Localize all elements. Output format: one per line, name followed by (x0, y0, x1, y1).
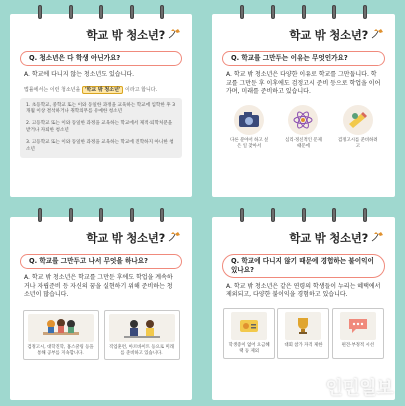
ring (302, 5, 306, 19)
ring (332, 208, 336, 222)
activity-tiles (20, 310, 182, 360)
question-pill: Q. 학교를 그만두고 나서 무엇을 하나요? (20, 254, 182, 269)
spiral-rings (38, 208, 164, 222)
publisher-watermark: 인민일보 (325, 378, 393, 399)
picture-caption: 심리·정신적인 문제 때문에 (285, 137, 322, 149)
spiral-rings (240, 208, 367, 222)
card-title-row (20, 229, 182, 247)
note-prefix: 법률에서는 이런 청소년을 (24, 86, 81, 93)
reason-pictures (222, 105, 385, 149)
question-pill: Q. 청소년은 다 학생 아닌가요? (20, 51, 182, 66)
card-title: 학교 밖 청소년? (289, 231, 368, 245)
sprout-icon (371, 28, 385, 43)
ring (160, 208, 164, 222)
card-title: 학교 밖 청소년? (86, 28, 165, 42)
tile-caption: 편견·부정적 시선 (341, 343, 375, 349)
card-2 (212, 14, 395, 197)
card-4 (212, 217, 395, 400)
list-item: 1. 초등학교, 중학교 또는 이와 동일한 과정을 교육하는 학교에 입학한 후 3개월 이상 결석하거나 취학의무를 유예한 청소년 (26, 102, 176, 114)
answer-text: A. 학교 밖 청소년은 같은 연령의 학생들이 누리는 혜택에서 제외되고, 다양한 불이익을 경험하고 있습니다. (226, 282, 381, 299)
ring (69, 5, 73, 19)
activity-tile (104, 310, 180, 360)
picture-caption: 다른 분야서 하고 싶은 일 찾아서 (230, 137, 269, 149)
disadvantage-tile (277, 308, 329, 358)
trophy-icon (285, 312, 321, 340)
ring (130, 5, 134, 19)
picture-caption: 검정고시를 준비하려고 (338, 137, 378, 149)
spiral-rings (38, 5, 164, 19)
note-suffix: 이라고 합니다. (125, 86, 158, 93)
tile-caption: 학생증이 없어 요금혜택 등 제외 (228, 343, 270, 354)
disadvantage-tiles (222, 308, 385, 358)
card-title-row (222, 26, 385, 44)
ring (332, 5, 336, 19)
card-cell-2 (202, 0, 405, 203)
ring (99, 208, 103, 222)
tile-caption: 검정고시, 대학진학, 홈스쿨링 등을 통해 공부를 지속합니다. (27, 344, 94, 356)
card-cell-1 (0, 0, 202, 203)
definition-list (20, 98, 182, 159)
ring (271, 5, 275, 19)
card-cell-4 (202, 203, 405, 406)
ring (363, 208, 367, 222)
card-3 (10, 217, 192, 400)
card-1 (10, 14, 192, 197)
disadvantage-tile (332, 308, 384, 358)
question-pill: Q. 학교를 그만두는 이유는 무엇인가요? (222, 51, 385, 66)
ring (302, 208, 306, 222)
sprout-icon (168, 231, 182, 246)
ring (240, 208, 244, 222)
list-item: 2. 고등학교 또는 이와 동일한 과정을 교육하는 학교에서 제적·퇴학처분을 받거나 자퇴한 청소년 (26, 121, 173, 133)
card-cell-3 (0, 203, 202, 406)
card-title-row (222, 229, 385, 247)
reason-picture (282, 105, 324, 149)
camera-icon (234, 105, 264, 135)
speech-icon (340, 312, 376, 340)
reason-picture (228, 105, 270, 149)
work-icon (109, 314, 175, 342)
disadvantage-tile (223, 308, 275, 358)
ring (363, 5, 367, 19)
spiral-rings (240, 5, 367, 19)
sprout-icon (168, 28, 182, 43)
card-title: 학교 밖 청소년? (289, 28, 368, 42)
ring (271, 208, 275, 222)
atom-icon (288, 105, 318, 135)
card-title: 학교 밖 청소년? (86, 231, 165, 245)
answer-text: A. 학교 밖 청소년은 다양한 이유로 학교를 그만둡니다. 학교를 그만둔 후 이후에도 검정고시 준비 등으로 학업을 이어가며, 미래를 준비하고 있습니다. (226, 70, 381, 96)
answer-text: A. 학교에 다니지 않는 청소년도 있습니다. (24, 70, 135, 78)
ring (240, 5, 244, 19)
list-item: 3. 고등학교 또는 이와 동일한 과정을 교육하는 학교에 진학하지 아니한 청소년 (26, 140, 174, 152)
ring (130, 208, 134, 222)
legal-note (20, 86, 182, 93)
id-card-icon (231, 312, 267, 340)
ring (160, 5, 164, 19)
question-pill: Q. 학교에 다니지 않기 때문에 경험하는 불이익이 있나요? (222, 254, 385, 278)
tile-caption: 직업훈련, 아르바이트 등으로 미래를 준비하고 있습니다. (109, 344, 174, 356)
note-highlight-tag: '학교 밖 청소년' (82, 86, 124, 94)
school-icon (343, 105, 373, 135)
card-title-row (20, 26, 182, 44)
ring (38, 5, 42, 19)
ring (38, 208, 42, 222)
answer-text: A. 학교 밖 청소년은 학교를 그만둔 후에도 학업을 계속하거나 자립준비 등 자신의 꿈을 실현하기 위해 준비하는 청소년이 많습니다. (24, 273, 173, 299)
study-group-icon (28, 314, 94, 342)
ring (69, 208, 73, 222)
tile-caption: 대회 참가 자격 제한 (284, 343, 323, 349)
activity-tile (23, 310, 99, 360)
ring (99, 5, 103, 19)
reason-picture (337, 105, 379, 149)
sprout-icon (371, 231, 385, 246)
